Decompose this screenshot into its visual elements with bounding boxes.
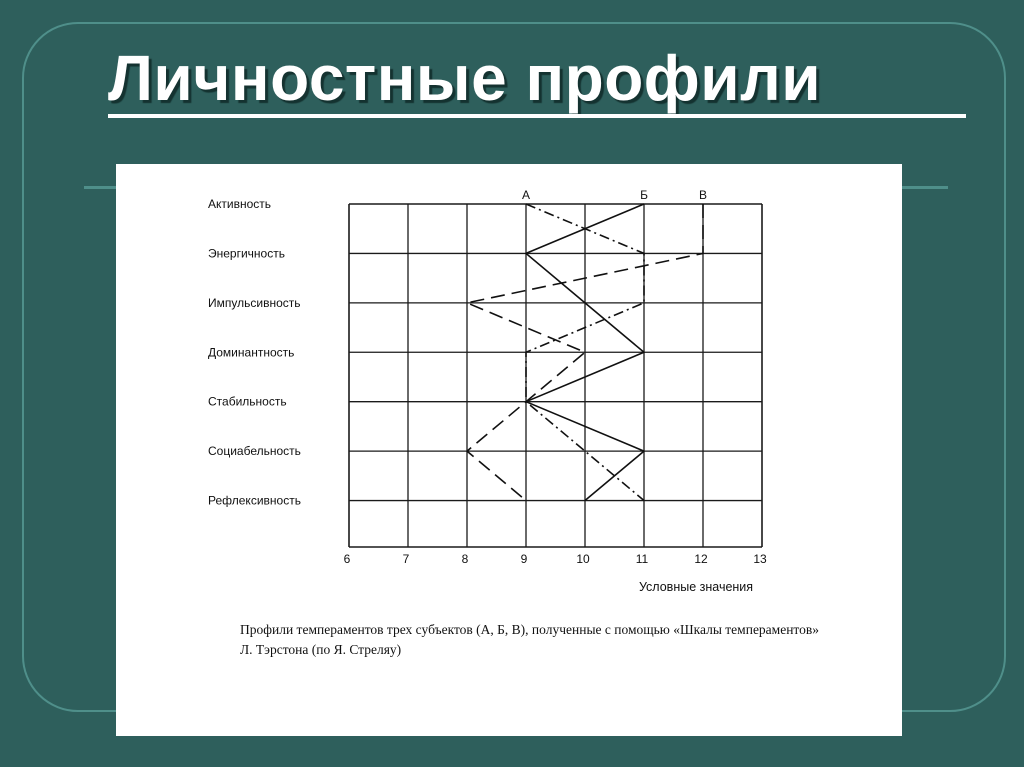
x-tick-label: 7: [402, 552, 410, 566]
category-label: Социабельность: [208, 444, 301, 459]
chart-labels: [208, 188, 767, 594]
series-label: А: [521, 188, 531, 202]
category-label: Доминантность: [208, 345, 295, 360]
series-label: В: [698, 188, 708, 202]
grid: [349, 204, 762, 547]
profile-chart: [116, 164, 902, 604]
x-tick-label: 10: [576, 552, 590, 566]
category-label: Активность: [208, 197, 272, 211]
chart-card: [116, 164, 902, 736]
x-tick-label: 8: [461, 552, 469, 566]
category-label: Рефлексивность: [208, 493, 301, 508]
x-axis-label: Условные значения: [638, 580, 754, 594]
chart-caption: Профили темпераментов трех субъектов (А, Б, В), полученные с помощью «Шкалы темпераментов» Л. Тэрстона (по Я. Стреляу): [240, 622, 820, 657]
x-tick-label: 13: [753, 552, 767, 566]
title-underline: [108, 114, 966, 118]
category-label: Энергичность: [208, 246, 285, 261]
x-tick-label: 6: [343, 552, 351, 566]
x-tick-label: 12: [694, 552, 708, 566]
series-label: Б: [640, 188, 648, 202]
x-tick-label: 9: [520, 552, 528, 566]
category-label: Стабильность: [208, 394, 287, 409]
slide-title: Личностные профили: [108, 42, 822, 114]
category-label: Импульсивность: [208, 295, 301, 310]
x-tick-label: 11: [635, 552, 649, 566]
